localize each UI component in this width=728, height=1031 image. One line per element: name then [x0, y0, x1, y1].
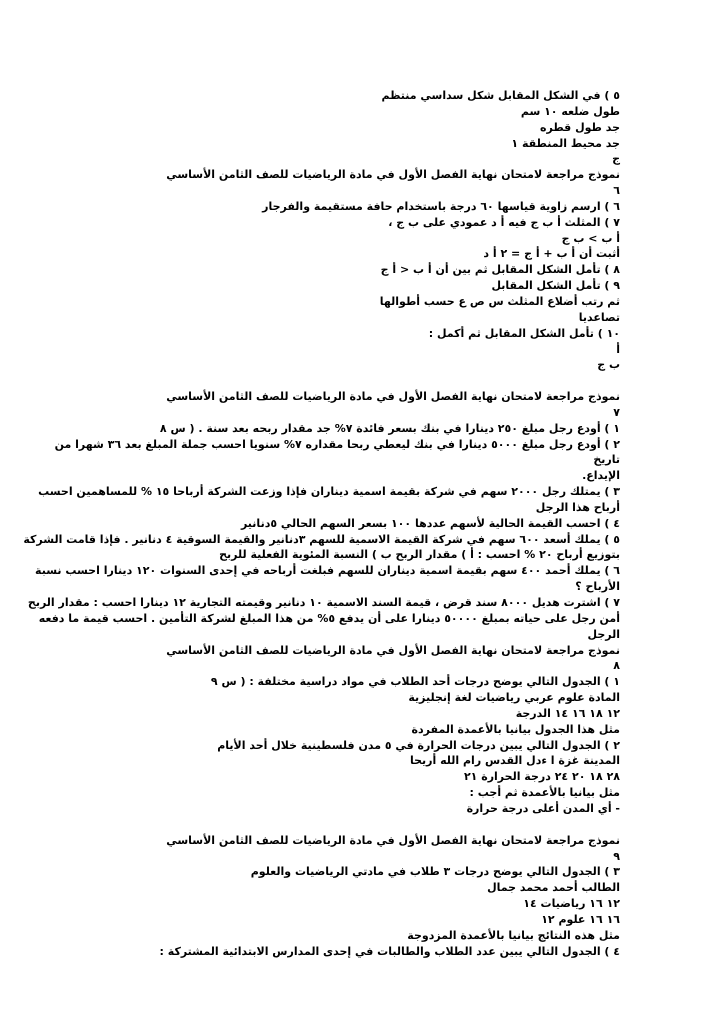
text-line: بتوزيع أرباح ٢٠ % احسب : أ ) مقدار الربح ب ) النسبة المئوية الفعلية للربح — [219, 548, 620, 562]
text-line: ١٢ ١٨ ١٦ ١٤ الدرجة — [515, 706, 620, 720]
text-line: نموذج مراجعة لامتحان نهاية الفصل الأول في مادة الرياضيات للصف الثامن الأساسي — [166, 643, 620, 657]
text-line: - أي المدن أعلى درجة حرارة — [466, 801, 620, 815]
text-line: ثم رتب أضلاع المثلث س ص ع حسب أطوالها — [379, 294, 620, 308]
text-line: أثبت أن أ ب + أ ج = ٢ أ د — [483, 247, 620, 261]
text-line: تصاعديا — [578, 310, 620, 324]
text-line: ب ج — [597, 358, 620, 372]
text-line: تاريخ — [593, 453, 620, 467]
text-line: نموذج مراجعة لامتحان نهاية الفصل الأول في مادة الرياضيات للصف الثامن الأساسي — [166, 168, 620, 182]
text-line: الطالب أحمد محمد جمال — [487, 881, 620, 895]
text-line: نموذج مراجعة لامتحان نهاية الفصل الأول في مادة الرياضيات للصف الثامن الأساسي — [166, 833, 620, 847]
text-line: أمن رجل على حياته بمبلغ ٥٠٠٠٠ دينارا على أن يدفع ٥% من هذا المبلغ لشركة التأمين . احسب قيمة ما دفعه — [38, 611, 620, 625]
text-line: ٧ ) المثلث أ ب ج فيه أ د عمودي على ب ج ، — [388, 215, 620, 229]
text-line: مثل هذه النتائج بيانيا بالأعمدة المزدوجة — [407, 928, 620, 942]
text-line: أ — [616, 342, 620, 356]
text-line: ٦ ) يملك أحمد ٤٠٠ سهم بقيمة اسمية ديناران للسهم فبلغت أرباحه في إحدى السنوات ١٢٠ دينارا احسب نسبة — [35, 564, 620, 578]
text-line: ٤ ) الجدول التالي يبين عدد الطلاب والطالبات في إحدى المدارس الابتدائية المشتركة : — [159, 944, 620, 958]
text-line: ٢ ) أودع رجل مبلغ ٥٠٠٠ دينارا في بنك ليعطي ربحا مقداره ٧% سنويا احسب جملة المبلغ بعد ٣٦ شهرا من — [54, 437, 620, 451]
text-line: ٣ ) يمتلك رجل ٢٠٠٠ سهم في شركة بقيمة اسمية ديناران فإذا وزعت الشركة أرباحا ١٥ % للمساهمين احسب — [38, 485, 620, 499]
text-line: ١ ) الجدول التالي يوضح درجات أحد الطلاب في مواد دراسية مختلفة : ( س ٩ — [210, 675, 620, 689]
text-line: طول ضلعه ١٠ سم — [520, 104, 620, 118]
text-line: ٥ ) في الشكل المقابل شكل سداسي منتظم — [381, 89, 620, 102]
text-line: أ ب > ب ج — [561, 231, 620, 245]
text-line: ٦ — [613, 184, 620, 198]
text-line: ٢ ) الجدول التالي يبين درجات الحرارة في ٥ مدن فلسطينية خلال أحد الأيام — [217, 738, 620, 752]
text-line: ٨ ) تأمل الشكل المقابل ثم بين أن أ ب < أ ج — [380, 263, 620, 277]
text-line: ٥ ) يملك أسعد ٦٠٠ سهم في شركة القيمة الاسمية للسهم ٣دنانير والقيمة السوقية ٤ دنانير . فإذا قامت الشركة — [23, 532, 620, 546]
text-line: جد طول قطره — [540, 120, 620, 134]
text-line: ٧ ) اشترت هديل ٨٠٠٠ سند قرض ، قيمة السند الاسمية ١٠ دنانير وقيمته التجارية ١٢ دينارا احسب : مقدار الربح — [27, 596, 620, 609]
text-line: مثل بيانيا بالأعمدة ثم أجب : — [469, 786, 620, 800]
text-line: ٩ — [613, 849, 620, 863]
text-line: الرجل — [587, 627, 620, 641]
text-line: ١ ) أودع رجل مبلغ ٢٥٠ دينارا في بنك بسعر فائدة ٧% جد مقدار ربحه بعد سنة . ( س ٨ — [159, 421, 620, 435]
text-line: ٩ ) تأمل الشكل المقابل — [491, 279, 620, 293]
text-line: ١٠ ) تأمل الشكل المقابل ثم أكمل : — [428, 326, 620, 340]
text-line: ١٢ ١٦ رياضيات ١٤ — [523, 897, 620, 911]
text-line — [100, 373, 620, 389]
text-line: ٨ — [613, 659, 620, 673]
text-line: أرباح هذا الرجل — [535, 500, 620, 514]
text-line: الأرباح ؟ — [575, 580, 620, 594]
text-line: المادة علوم عربي رياضيات لغة إنجليزية — [408, 691, 620, 705]
text-line: جد محيط المنطقة ١ — [511, 136, 620, 150]
text-line: ٧ — [613, 405, 620, 419]
text-line — [100, 817, 620, 833]
text-line: ٢٨ ١٨ ٢٠ ٢٤ درجة الحرارة ٢١ — [463, 770, 620, 784]
text-line: ٣ ) الجدول التالي يوضح درجات ٣ طلاب في مادتي الرياضيات والعلوم — [250, 865, 620, 879]
text-line: الإيداع. — [582, 469, 620, 483]
text-line: ١٦ ١٦ علوم ١٢ — [541, 912, 620, 926]
text-line: ٤ ) احسب القيمة الحالية لأسهم عددها ١٠٠ بسعر السهم الحالي ٥دنانير — [240, 516, 620, 530]
text-line: المدينة غزة ا ءدل القدس رام الله أريحا — [409, 754, 620, 768]
text-line: مثل هذا الجدول بيانيا بالأعمدة المفردة — [411, 722, 620, 736]
text-line: نموذج مراجعة لامتحان نهاية الفصل الأول في مادة الرياضيات للصف الثامن الأساسي — [166, 390, 620, 404]
text-line: ٦ ) ارسم زاوية قياسها ٦٠ درجة باستخدام حافة مستقيمة والفرجار — [262, 199, 620, 213]
text-line: ج — [612, 152, 620, 166]
